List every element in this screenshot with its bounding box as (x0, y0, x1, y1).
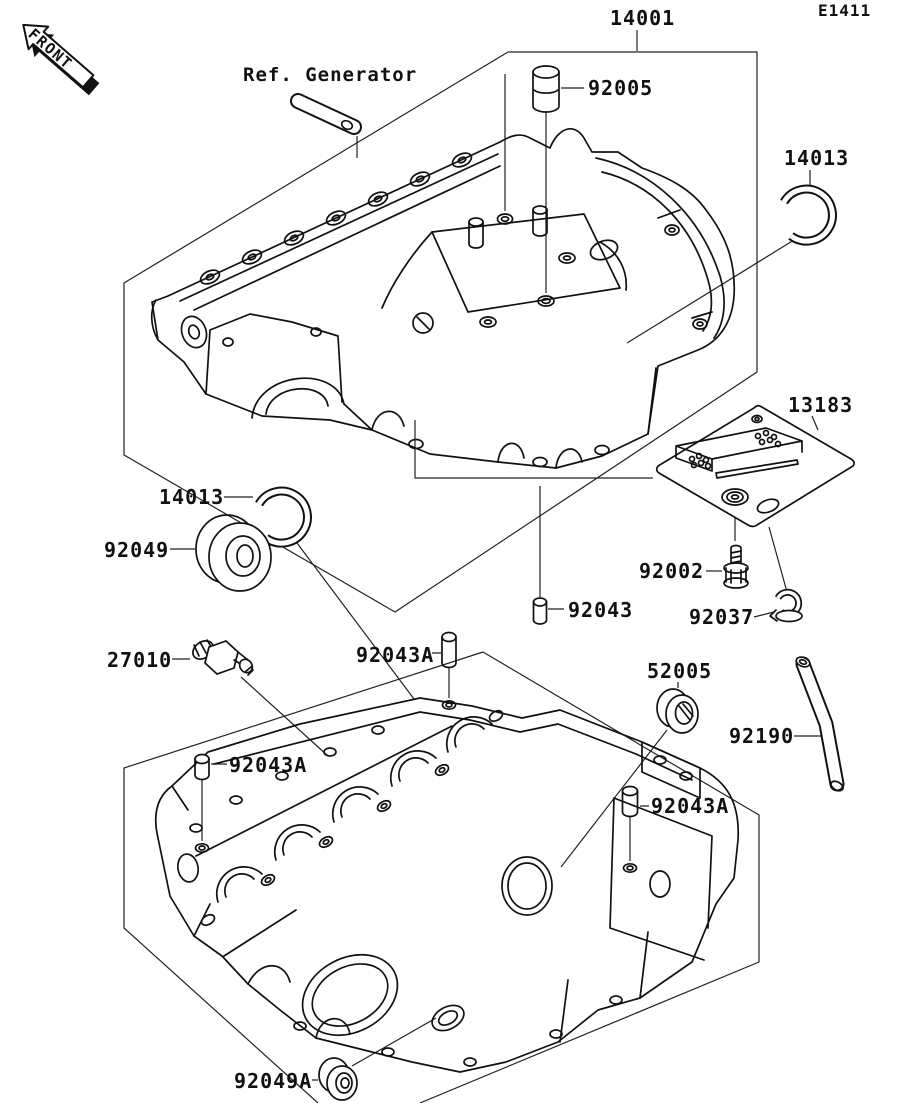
upper-crankcase-art (152, 129, 735, 468)
upper-crankcase-bracket-box (124, 52, 757, 612)
part-half-ring-14013-left (259, 491, 307, 543)
callout-label-92043a-middle: 92043A (356, 643, 435, 667)
part-oil-seal-92049 (196, 515, 271, 591)
part-bearing-52005 (657, 689, 698, 733)
part-generator-strip (298, 101, 354, 131)
part-oil-seal-92049a (319, 1058, 357, 1100)
part-dowel-pin-92043a-middle (442, 633, 456, 668)
part-tappet-92005 (533, 66, 559, 112)
callout-label-92037: 92037 (689, 605, 755, 629)
front-direction-badge (12, 14, 105, 101)
part-breather-plate-13183 (657, 406, 854, 527)
part-bolt-92002 (724, 546, 748, 589)
callout-label-14013-right: 14013 (784, 146, 850, 170)
sheet-code-label: E1411 (818, 1, 872, 20)
part-dowel-pin-92043 (534, 598, 547, 624)
part-dowel-pin-92043a-left (195, 755, 209, 780)
callout-label-27010: 27010 (107, 648, 173, 672)
callout-label-92002: 92002 (639, 559, 705, 583)
callout-label-14001: 14001 (610, 6, 676, 30)
callout-label-14013-left: 14013 (159, 485, 225, 509)
callout-label-92043a-left: 92043A (229, 753, 308, 777)
cap-bolt-holes (190, 709, 504, 928)
callout-label-92043: 92043 (568, 598, 634, 622)
callout-label-92043a-right: 92043A (651, 794, 730, 818)
callout-label-92049: 92049 (104, 538, 170, 562)
lower-crankcase-bracket-box (124, 652, 759, 1103)
callout-label-ref-generator: Ref. Generator (243, 64, 418, 86)
part-clamp-92037 (770, 592, 802, 621)
part-breather-hose-92190 (795, 655, 845, 792)
part-oil-pressure-switch-27010 (189, 637, 255, 675)
callout-label-92005: 92005 (588, 76, 654, 100)
callout-label-52005: 52005 (647, 659, 713, 683)
callout-label-92190: 92190 (729, 724, 795, 748)
callout-label-92049a: 92049A (234, 1069, 313, 1093)
front-badge-label: FRONT (24, 24, 77, 74)
main-bearing-saddles (217, 717, 492, 902)
callout-label-13183: 13183 (788, 393, 854, 417)
part-half-ring-14013-right (784, 189, 832, 241)
